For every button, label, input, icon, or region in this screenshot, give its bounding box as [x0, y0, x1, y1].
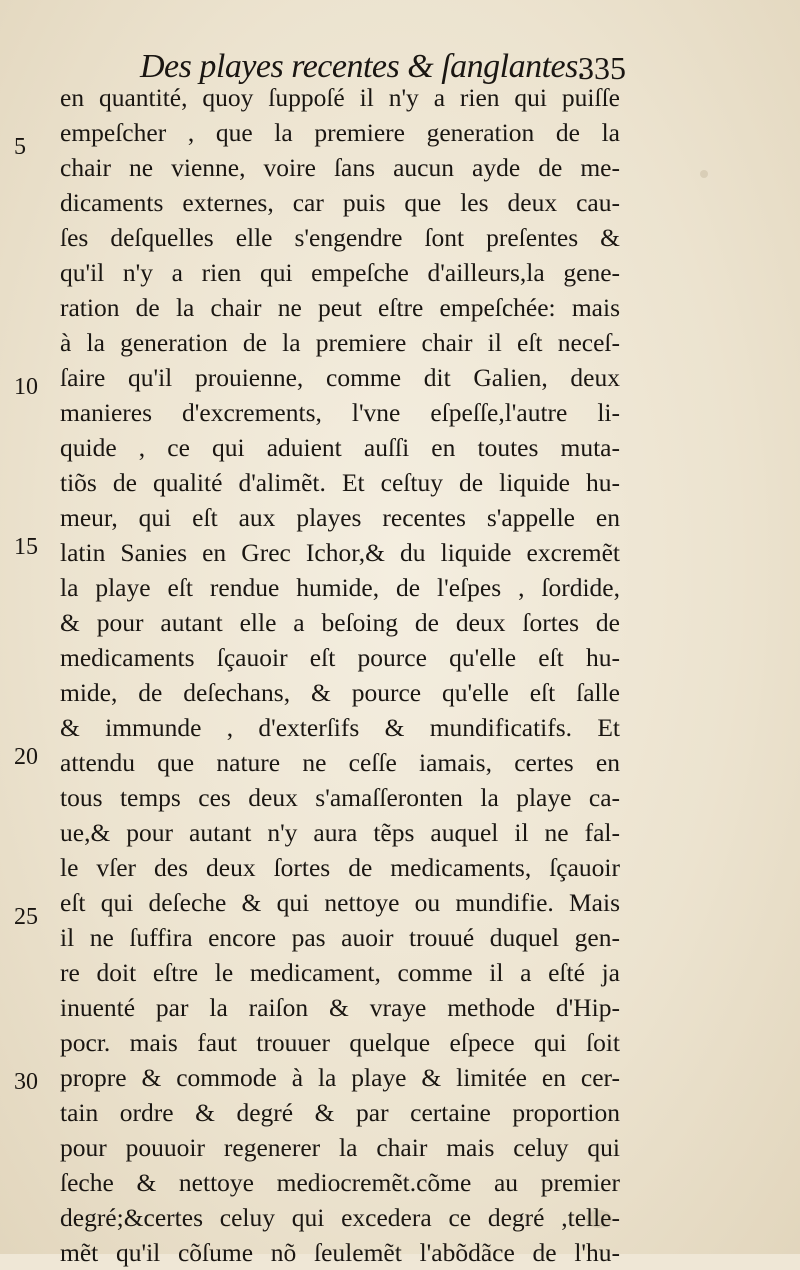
text-line: à la generation de la premiere chair il eſt neceſ- — [60, 328, 620, 357]
text-line: pocr. mais faut trouuer quelque eſpece qui ſoit — [60, 1028, 620, 1057]
page-number: 335 — [578, 50, 626, 86]
text-line: re doit eſtre le medicament, comme il a eſté ja — [60, 958, 620, 987]
text-line: tain ordre & degré & par certaine proportion — [60, 1098, 620, 1127]
text-line: attendu que nature ne ceſſe iamais, certes en — [60, 748, 620, 777]
text-line: qu'il n'y a rien qui empeſche d'ailleurs,la gene- — [60, 258, 620, 287]
margin-number: 20 — [14, 744, 38, 770]
text-line: inuenté par la raiſon & vraye methode d'Hip- — [60, 993, 620, 1022]
text-line: ſeche & nettoye mediocremẽt.cõme au premier — [60, 1168, 620, 1197]
text-line: mẽt qu'il cõſume nõ ſeulemẽt l'abõdãce de l'hu- — [60, 1238, 620, 1267]
text-line: degré;&certes celuy qui excedera ce degré ,telle- — [60, 1203, 620, 1232]
text-line: propre & commode à la playe & limitée en cer- — [60, 1063, 620, 1092]
text-line: & immunde , d'exterſifs & mundificatifs. Et — [60, 713, 620, 742]
text-line: tous temps ces deux s'amaſſeronten la playe ca- — [60, 783, 620, 812]
text-line: tiõs de qualité d'alimẽt. Et ceſtuy de liquide hu- — [60, 468, 620, 497]
text-line: eſt qui deſeche & qui nettoye ou mundifie. Mais — [60, 888, 620, 917]
body-text — [60, 80, 620, 1270]
text-line: meur, qui eſt aux playes recentes s'appelle en — [60, 503, 620, 532]
text-line: manieres d'excrements, l'vne eſpeſſe,l'autre li- — [60, 398, 620, 427]
ink-smudge — [700, 170, 708, 178]
margin-number: 30 — [14, 1069, 38, 1095]
text-line: mide, de deſechans, & pource qu'elle eſt ſalle — [60, 678, 620, 707]
text-line: dicaments externes, car puis que les deux cau- — [60, 188, 620, 217]
text-line: le vſer des deux ſortes de medicaments, ſçauoir — [60, 853, 620, 882]
margin-number: 5 — [14, 134, 26, 160]
running-title: Des playes recentes & ſanglantes. — [140, 48, 586, 85]
text-line: en quantité, quoy ſuppoſé il n'y a rien qui puiſſe — [60, 83, 620, 112]
text-line: ue,& pour autant n'y aura tẽps auquel il ne fal- — [60, 818, 620, 847]
text-line: chair ne vienne, voire ſans aucun ayde de me- — [60, 153, 620, 182]
text-line: ſaire qu'il prouienne, comme dit Galien, deux — [60, 363, 620, 392]
text-line: & pour autant elle a beſoing de deux ſortes de — [60, 608, 620, 637]
text-line: quide , ce qui aduient auſſi en toutes muta- — [60, 433, 620, 462]
text-line: pour pouuoir regenerer la chair mais celuy qui — [60, 1133, 620, 1162]
text-line: ration de la chair ne peut eſtre empeſchée: mais — [60, 293, 620, 322]
margin-number: 25 — [14, 904, 38, 930]
margin-number: 10 — [14, 374, 38, 400]
text-line: la playe eſt rendue humide, de l'eſpes , ſordide, — [60, 573, 620, 602]
text-line: il ne ſuffira encore pas auoir trouué duquel gen- — [60, 923, 620, 952]
text-line: medicaments ſçauoir eſt pource qu'elle eſt hu- — [60, 643, 620, 672]
text-line: latin Sanies en Grec Ichor,& du liquide excremẽt — [60, 538, 620, 567]
text-line: ſes deſquelles elle s'engendre ſont preſentes & — [60, 223, 620, 252]
margin-number: 15 — [14, 534, 38, 560]
text-line: empeſcher , que la premiere generation de la — [60, 118, 620, 147]
